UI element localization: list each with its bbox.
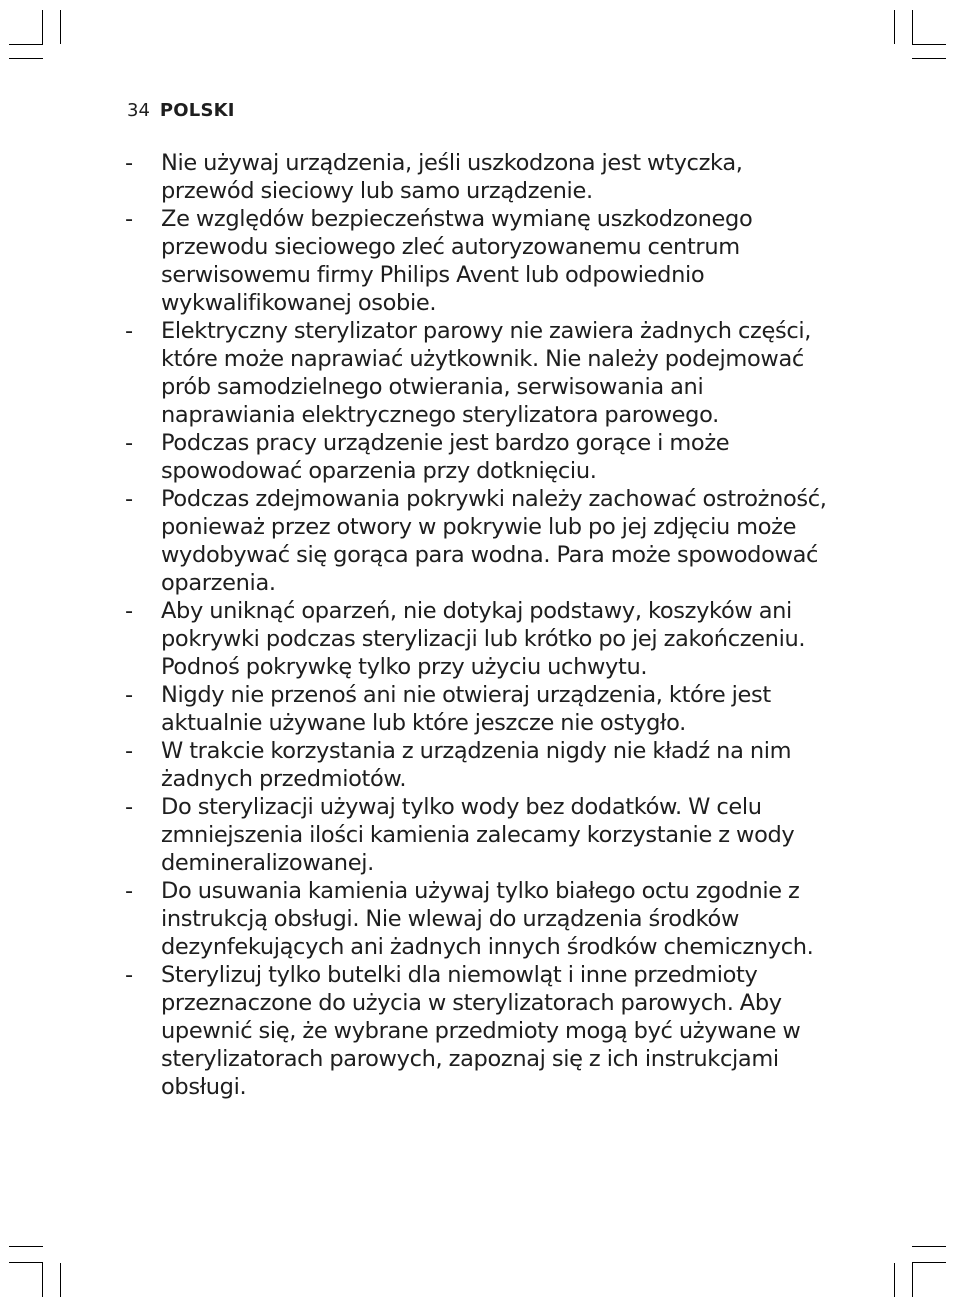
list-item: [125, 317, 831, 429]
list-item: [125, 429, 831, 485]
list-item-text: Ze względów bezpieczeństwa wymianę uszkodzonego przewodu sieciowego zleć autoryzowanemu centrum serwisowemu firmy Philips Avent lub odpowiednio wykwalifikowanej osobie.: [161, 206, 753, 316]
crop-mark-bottom-right-horizontal: [912, 1246, 946, 1247]
list-item: [125, 793, 831, 877]
crop-mark-bottom-left-vertical-outer: [42, 1263, 43, 1297]
bullet-dash: -: [125, 794, 133, 820]
list-item: [125, 485, 831, 597]
crop-mark-top-left-vertical-outer: [42, 10, 43, 44]
section-language-title: POLSKI: [159, 100, 235, 121]
crop-mark-bottom-left-horizontal: [9, 1246, 43, 1247]
crop-mark-bottom-right-vertical-inner: [894, 1263, 895, 1297]
bullet-dash: -: [125, 682, 133, 708]
list-item-text: Podczas zdejmowania pokrywki należy zachować ostrożność, ponieważ przez otwory w pokrywie lub po jej zdjęciu może wydobywać się gorąca para wodna. Para może spowodować oparzenia.: [161, 486, 827, 596]
bullet-dash: -: [125, 738, 133, 764]
bullet-dash: -: [125, 430, 133, 456]
bullet-dash: -: [125, 486, 133, 512]
bullet-dash: -: [125, 318, 133, 344]
list-item-text: Do usuwania kamienia używaj tylko białego octu zgodnie z instrukcją obsługi. Nie wlewaj do urządzenia środków dezynfekujących ani żadnych innych środków chemicznych.: [161, 878, 814, 960]
list-item: [125, 597, 831, 681]
list-item-text: Aby uniknąć oparzeń, nie dotykaj podstawy, koszyków ani pokrywki podczas sterylizacji lub krótko po jej zakończeniu. Podnoś pokrywkę tylko przy użyciu uchwytu.: [161, 598, 806, 680]
list-item-text: Podczas pracy urządzenie jest bardzo gorące i może spowodować oparzenia przy dotknięciu.: [161, 430, 730, 484]
list-item: [125, 681, 831, 737]
crop-mark-top-right-horizontal-inner: [912, 58, 946, 59]
page-number: 34: [127, 100, 150, 121]
crop-mark-bottom-right-horizontal-inner: [912, 1262, 946, 1263]
crop-mark-bottom-left-vertical-inner: [60, 1263, 61, 1297]
list-item: [125, 737, 831, 793]
crop-mark-top-right-horizontal: [912, 44, 946, 45]
crop-mark-top-left-horizontal-inner: [9, 58, 43, 59]
crop-mark-top-left-vertical-inner: [60, 10, 61, 44]
bullet-dash: -: [125, 598, 133, 624]
list-item-text: W trakcie korzystania z urządzenia nigdy nie kładź na nim żadnych przedmiotów.: [161, 738, 792, 792]
crop-mark-top-left-horizontal: [9, 44, 43, 45]
list-item-text: Do sterylizacji używaj tylko wody bez dodatków. W celu zmniejszenia ilości kamienia zalecamy korzystanie z wody demineralizowanej.: [161, 794, 795, 876]
bullet-dash: -: [125, 878, 133, 904]
list-item-text: Elektryczny sterylizator parowy nie zawiera żadnych części, które może naprawiać użytkownik. Nie należy podejmować prób samodzielnego otwierania, serwisowania ani naprawiania elektrycznego sterylizatora parowego.: [161, 318, 812, 428]
list-item-text: Nigdy nie przenoś ani nie otwieraj urządzenia, które jest aktualnie używane lub które jeszcze nie ostygło.: [161, 682, 771, 736]
crop-mark-top-right-vertical-inner: [894, 10, 895, 44]
crop-mark-bottom-left-horizontal-inner: [9, 1262, 43, 1263]
list-item: [125, 877, 831, 961]
list-item-text: Sterylizuj tylko butelki dla niemowląt i inne przedmioty przeznaczone do użycia w sterylizatorach parowych. Aby upewnić się, że wybrane przedmioty mogą być używane w sterylizatorach parowych, zapoznaj się z ich instrukcjami obsługi.: [161, 962, 801, 1100]
list-item: [125, 205, 831, 317]
crop-mark-top-right-vertical-outer: [912, 10, 913, 44]
crop-mark-bottom-right-vertical-outer: [912, 1263, 913, 1297]
list-item: [125, 961, 831, 1101]
safety-instructions-list: [125, 149, 831, 1101]
bullet-dash: -: [125, 206, 133, 232]
page-header: [127, 100, 235, 122]
list-item: [125, 149, 831, 205]
bullet-dash: -: [125, 150, 133, 176]
list-item-text: Nie używaj urządzenia, jeśli uszkodzona jest wtyczka, przewód sieciowy lub samo urządzenie.: [161, 150, 743, 204]
bullet-dash: -: [125, 962, 133, 988]
